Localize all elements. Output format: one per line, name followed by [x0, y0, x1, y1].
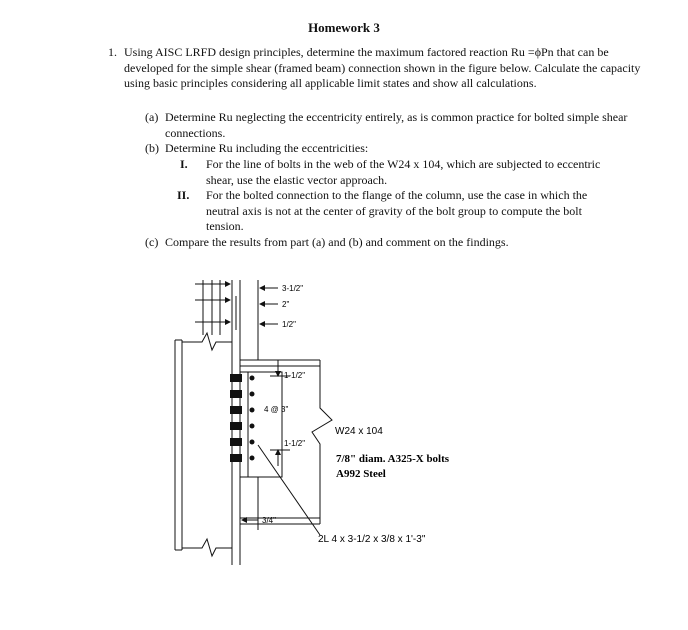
- question-text: Using AISC LRFD design principles, determine the maximum factored reaction Ru =ϕPn that can be developed for the simple shear (framed beam) connection shown in the figure below. Calculate the capacity using basic principles considering all applicable limit states and show all calculations.: [124, 45, 641, 90]
- part-b-label: (b): [145, 141, 159, 155]
- dim-half-label: 1/2": [282, 320, 296, 329]
- steel-label: A992 Steel: [336, 468, 386, 480]
- web-bolt: [250, 376, 255, 381]
- web-bolt: [250, 456, 255, 461]
- flange-bolt: [230, 406, 242, 414]
- flange-bolt: [230, 422, 242, 430]
- bolt-label: 7/8" diam. A325-X bolts: [336, 453, 450, 465]
- sub-i-text: For the line of bolts in the web of the W24 x 104, which are subjected to eccentric shear, use the elastic vector approach.: [206, 157, 601, 187]
- sub-ii-label: II.: [177, 188, 190, 202]
- page-title: Homework 3: [308, 20, 380, 35]
- angle-label: 2L 4 x 3-1/2 x 3/8 x 1'-3": [318, 534, 426, 545]
- web-bolt: [250, 440, 255, 445]
- dim-2-label: 2": [282, 300, 290, 309]
- web-bolt: [250, 408, 255, 413]
- column-break-bottom: [182, 539, 232, 556]
- web-bolts: [250, 376, 255, 461]
- part-a-label: (a): [145, 110, 159, 124]
- dim-three-quarter-label: 3/4": [262, 516, 276, 525]
- dim-3-5-label: 3-1/2": [282, 284, 304, 293]
- beam-label: W24 x 104: [335, 426, 383, 437]
- web-bolt: [250, 392, 255, 397]
- column-break-top: [182, 333, 232, 350]
- part-c-text: Compare the results from part (a) and (b) and comment on the findings.: [165, 235, 509, 249]
- dim-bottom-edge-label: 1-1/2": [284, 439, 306, 448]
- flange-bolt: [230, 454, 242, 462]
- part-a-text: Determine Ru neglecting the eccentricity entirely, as is common practice for bolted simple shear connections.: [165, 110, 628, 140]
- question-number: 1.: [108, 45, 117, 59]
- angle-outline: [240, 372, 282, 477]
- part-b-text: Determine Ru including the eccentricities:: [165, 141, 369, 155]
- beam-break: [312, 360, 332, 524]
- dim-spacing-label: 4 @ 3": [264, 405, 289, 414]
- sub-i-label: I.: [180, 157, 188, 171]
- web-bolt: [250, 424, 255, 429]
- part-c-label: (c): [145, 235, 159, 249]
- flange-bolt: [230, 438, 242, 446]
- flange-bolt: [230, 374, 242, 382]
- dim-top-edge-label: 1-1/2": [284, 371, 306, 380]
- sub-ii-text: For the bolted connection to the flange of the column, use the case in which the neutral axis is not at the center of gravity of the bolt group to compute the bolt tension.: [206, 188, 588, 233]
- flange-bolt: [230, 390, 242, 398]
